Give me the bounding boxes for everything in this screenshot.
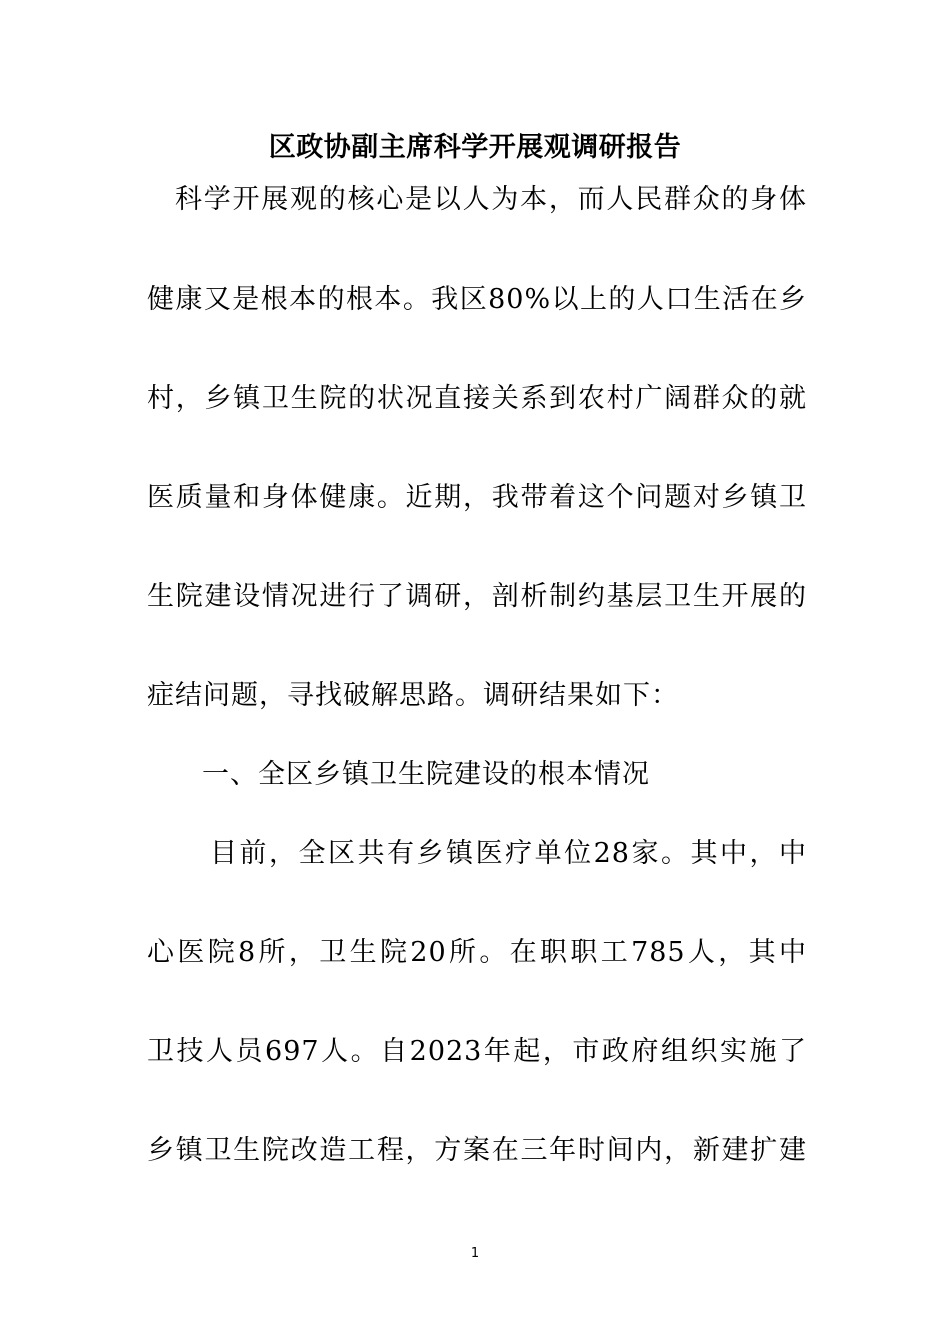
paragraph-line: 卫技人员697人。自2023年起，市政府组织实施了: [147, 1036, 807, 1067]
paragraph-line: 目前，全区共有乡镇医疗单位28家。其中，中: [210, 838, 807, 869]
paragraph-line: 心医院8所，卫生院20所。在职职工785人，其中: [147, 937, 807, 968]
paragraph-line: 科学开展观的核心是以人为本，而人民群众的身体: [175, 184, 807, 215]
paragraph-line: 医质量和身体健康。近期，我带着这个问题对乡镇卫: [147, 482, 807, 513]
paragraph-line: 生院建设情况进行了调研，剖析制约基层卫生开展的: [147, 581, 807, 612]
document-title: 区政协副主席科学开展观调研报告: [268, 132, 682, 163]
paragraph-line: 乡镇卫生院改造工程，方案在三年时间内，新建扩建: [147, 1135, 807, 1166]
paragraph-line: 村，乡镇卫生院的状况直接关系到农村广阔群众的就: [147, 383, 807, 414]
paragraph-line: 症结问题，寻找破解思路。调研结果如下：: [147, 680, 679, 711]
paragraph-line: 健康又是根本的根本。我区80%以上的人口生活在乡: [147, 284, 807, 315]
section-heading: 一、全区乡镇卫生院建设的根本情况: [202, 759, 650, 790]
page-number: 1: [470, 1246, 480, 1261]
